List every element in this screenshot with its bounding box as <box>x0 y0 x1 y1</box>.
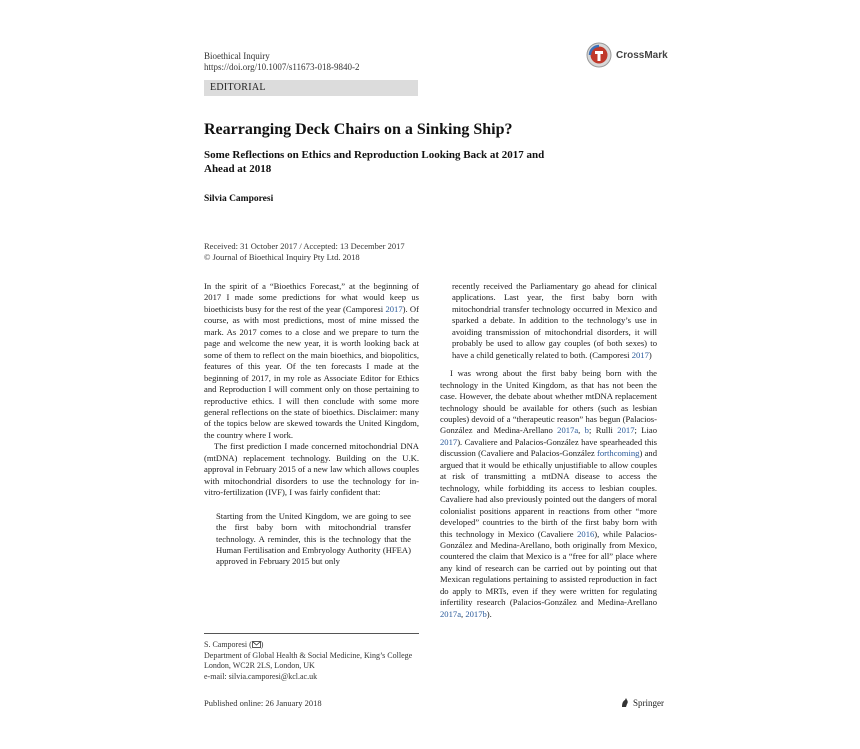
paragraph: The first prediction I made concerned mitochondrial DNA (mtDNA) replacement technology. Building on the U.K. approval in February 2015 of a new law which allows couples with mitochondrial disorders to use the technology for in-vitro-fertilization (IVF), I was fairly confident that: <box>204 441 419 498</box>
citation-link[interactable]: 2017 <box>631 349 649 360</box>
footnote-author <box>204 640 429 651</box>
article-title: Rearranging Deck Chairs on a Sinking Ship? <box>204 121 513 138</box>
citation-link[interactable]: b <box>584 425 589 436</box>
section-label: EDITORIAL <box>204 80 418 96</box>
citation-link[interactable]: 2017 <box>385 303 403 314</box>
paragraph <box>440 368 657 620</box>
citation-link[interactable]: 2017 <box>440 436 458 447</box>
springer-horse-icon <box>620 697 630 708</box>
springer-logo <box>620 697 664 708</box>
citation-link[interactable]: 2017a <box>557 425 579 436</box>
envelope-icon[interactable] <box>252 641 261 648</box>
received-accepted-date: Received: 31 October 2017 / Accepted: 13 December 2017 <box>204 241 405 251</box>
text-run: ) <box>260 640 264 649</box>
text-run: ; Liao <box>634 425 657 436</box>
text-run: ; Rulli <box>588 425 618 436</box>
crossmark-label: CrossMark <box>616 49 668 61</box>
copyright-line: © Journal of Bioethical Inquiry Pty Ltd. 2018 <box>204 252 360 262</box>
text-run: recently received the Parliamentary go ahead for clinical applications. Last year, the first baby born with mitochondrial transfer technology occurred in Mexico and sparked a debate. In addition to the technology’s use in avoiding transmission of mitochondrial disorders, it will probably be used to allow gay couples (of both sexes) to have a child genetically related to both. (Camporesi <box>452 281 657 360</box>
footnote-email[interactable]: e-mail: silvia.camporesi@kcl.ac.uk <box>204 671 318 681</box>
text-run: , <box>461 608 466 619</box>
journal-header <box>204 51 360 73</box>
crossmark-badge[interactable] <box>586 42 668 68</box>
citation-link[interactable]: 2017a <box>440 608 462 619</box>
text-run: ) <box>648 349 652 360</box>
citation-link[interactable]: 2017 <box>617 425 635 436</box>
article-dates <box>204 241 405 263</box>
publisher-name: Springer <box>633 697 664 708</box>
footnote-affiliation: Department of Global Health & Social Medicine, King’s College London, WC2R 2LS, London, UK <box>204 650 413 670</box>
text-run: I was wrong about the first baby being born with the technology in the United Kingdom, as that has not been the case. However, the debate about whether mtDNA replacement technology should be available for others (such as lesbian couples) devoid of a “therapeutic reason” has begun (Palacios-González and Medina-Arellano <box>440 368 657 436</box>
citation-link[interactable]: 2016 <box>577 528 595 539</box>
body-column-left <box>204 281 419 568</box>
footnote-divider <box>204 633 419 634</box>
text-run: ). <box>486 608 492 619</box>
text-run: , <box>578 425 585 436</box>
article-subtitle: Some Reflections on Ethics and Reproduction Looking Back at 2017 and Ahead at 2018 <box>204 149 545 175</box>
citation-link[interactable]: 2017b <box>465 608 487 619</box>
citation-link[interactable]: forthcoming <box>596 448 640 459</box>
article-author: Silvia Camporesi <box>204 194 274 204</box>
published-date: Published online: 26 January 2018 <box>204 698 322 708</box>
body-column-right <box>440 281 657 620</box>
journal-name: Bioethical Inquiry <box>204 51 270 61</box>
author-footnote <box>204 640 429 682</box>
block-quote: Starting from the United Kingdom, we are going to see the first baby born with mitochondrial transfer technology. A reminder, this is the technology that the Human Fertilisation and Embryology Authority (HFEA) approved in February 2015 but only <box>216 510 411 567</box>
crossmark-icon <box>586 42 612 68</box>
text-run: ) and argued that it would be ethically unjustifiable to allow couples at risk of transmitting a mtDNA disease to access the technology, while forbidding its access to lesbian couples. Cavaliere had also previously pointed out the dangers of moral colonialist positions apparent in reactions from other “more developed” countries to the birth of the first baby born with this technology in Mexico (Cavaliere <box>440 448 657 539</box>
paragraph <box>204 281 419 441</box>
text-run: ). Of course, as with most predictions, most of mine missed the mark. As 2017 comes to a close and we prepare to turn the page and welcome the new year, it is worth looking back at some of them to reflect on the main bioethics, and biopolitics, features of this year. Of the ten forecasts I made at the beginning of 2017, in my role as Associate Editor for Ethics and Reproduction I will comment only on those pertaining to reproductive ethics. I will then conclude with some more general reflections on the state of bioethics. Disclaimer: many of the topics below are skewed towards the United Kingdom, the country where I work. <box>204 303 419 440</box>
text-run: In the spirit of a “Bioethics Forecast,” at the beginning of 2017 I made some predictions for what would keep us bioethicists busy for the rest of the year (Camporesi <box>204 281 419 314</box>
text-run: ), while Palacios-González and Medina-Arellano, both originally from Mexico, countered the claim that Mexico is a “free for all” place where any kind of research can be carried out by pointing out that Mexican regulations pertaining to assisted reproduction in fact do apply to MRTs, even if they were written for regulating infertility research (Palacios-González and Medina-Arellano <box>440 528 657 608</box>
text-run: S. Camporesi ( <box>204 640 252 649</box>
text-run: ). Cavaliere and Palacios-González have spearheaded this discussion (Cavaliere and Palacios-González <box>440 436 657 459</box>
doi-link[interactable]: https://doi.org/10.1007/s11673-018-9840-2 <box>204 62 360 72</box>
block-quote-continued <box>452 281 657 361</box>
